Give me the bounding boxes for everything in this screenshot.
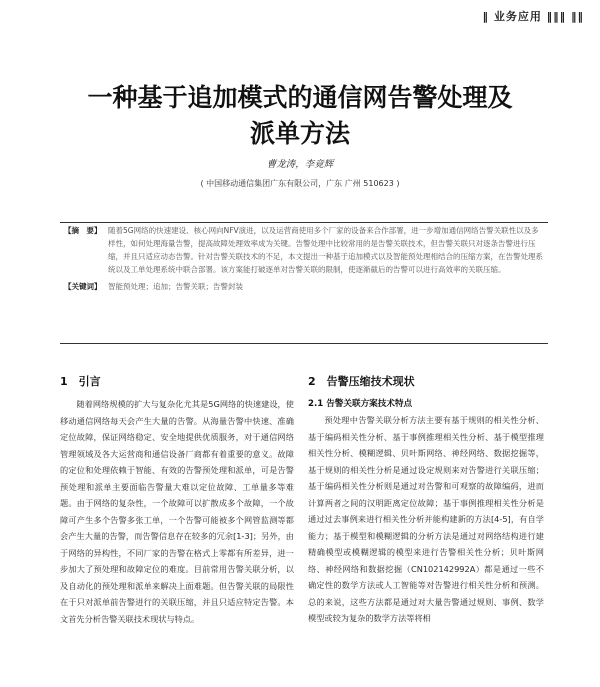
abstract-row [64, 224, 546, 276]
section-tag: ‖ 业务应用 ‖‖‖ ‖‖ [482, 10, 584, 23]
left-column [60, 374, 294, 627]
keywords-text: 智能预处理；追加；告警关联；告警封装 [108, 282, 243, 291]
affiliation: ( 中国移动通信集团广东有限公司，广东 广州 510623 ) [200, 179, 400, 188]
title-line-2: 派单方法 [249, 119, 350, 148]
paper-title [0, 80, 600, 152]
abstract-label: 【摘 要】 [64, 226, 102, 235]
title-line-1: 一种基于追加模式的通信网告警处理及 [87, 83, 513, 112]
introduction-paragraph: 随着网络规模的扩大与复杂化尤其是5G网络的快速建设，使移动通信网络每天会产生大量的告警。从海量告警中快速、准确定位故障，保证网络稳定、安全地提供优质服务，对于通信网络管理领域及各大运营商和通信设备厂商都有着重要的意义。故障的定位和处理依赖于智能、有效的告警预处理和派单，可是告警预处理和派单主要面临告警量大难以定位故障、工单量多等难题。由于网络的复杂性，一个故障可以扩散成多个故障，一个故障可产生多个告警多张工单，一个告警可能被多个网管监测等都会产生大量的告警，而告警信息存在较多的冗余[1-3]；另外，由于网络的异构性，不同厂家的告警在格式上零都有所差异，进一步加大了预处理和故障定位的难度。目前常用告警关联分析，以及自动化的预处理和派单来解决上面难题。但告警关联的局限性在于只对派单前告警进行的关联压缩，并且只适应特定告警。本文首先分析告警关联技术现状与特点。 [60, 399, 294, 624]
right-column [308, 374, 544, 627]
keywords-label: 【关键词】 [64, 282, 102, 291]
section-heading-status: 2 告警压缩技术现状 [308, 375, 415, 388]
keywords-row [64, 280, 546, 293]
abstract-bottom-rule [60, 343, 548, 344]
section-heading-introduction: 1 引言 [60, 375, 101, 388]
abstract-top-rule [60, 222, 548, 223]
authors: 曹龙涛，李竞辉 [266, 159, 334, 170]
abstract-block [64, 224, 546, 293]
abstract-text: 随着5G网络的快速建设、核心网向NFV演进，以及运营商使用多个厂家的设备来合作部署，进一步增加通信网络告警关联性以及多样性，如何处理海量告警，提高故障处理效率成为关键。告警处理中比较常用的是告警关联技术，但告警关联只对逐条告警进行压缩，并且只适应动态告警。针对告警关联技术的不足，本文提出一种基于追加模式以及智能预处理相结合的压缩方案，在告警处理系统以及工单处理系统中联合部署。该方案能打破逐单对告警关联的限制，使逐渐截后的告警可以进行高效率的关联压缩。 [108, 226, 543, 274]
subsection-heading: 2.1 告警关联方案技术特点 [308, 399, 413, 409]
status-paragraph: 预处理中告警关联分析方法主要有基于规则的相关性分析、基于编码相关性分析、基于事例推理相关性分析、基于模型推理相关性分析、模糊逻辑、贝叶斯网络、神经网络、数据挖掘等，基于规则的相关性分析是通过设定规则来对告警进行关联压缩；基于编码相关性分析则是通过对告警和可观察的故障编码，进而计算两者之间的汉明距离定位故障；基于事例推理相关性分析是通过过去事例来进行相关性分析并能构建新的方法[4-5]，有自学能力；基于模型和模糊逻辑的分析方法是通过对网络结构进行建精确模型或模糊逻辑的模型来进行告警相关性分析；贝叶斯网络、神经网络和数据挖掘（CN102142992A）都是通过一些不确定性的数学方法或人工智能等对告警进行相关性分析和预测。总的来说，这些方法都是通过对大量告警通过规则、事例、数学模型或较为复杂的数学方法等将相 [308, 415, 544, 623]
